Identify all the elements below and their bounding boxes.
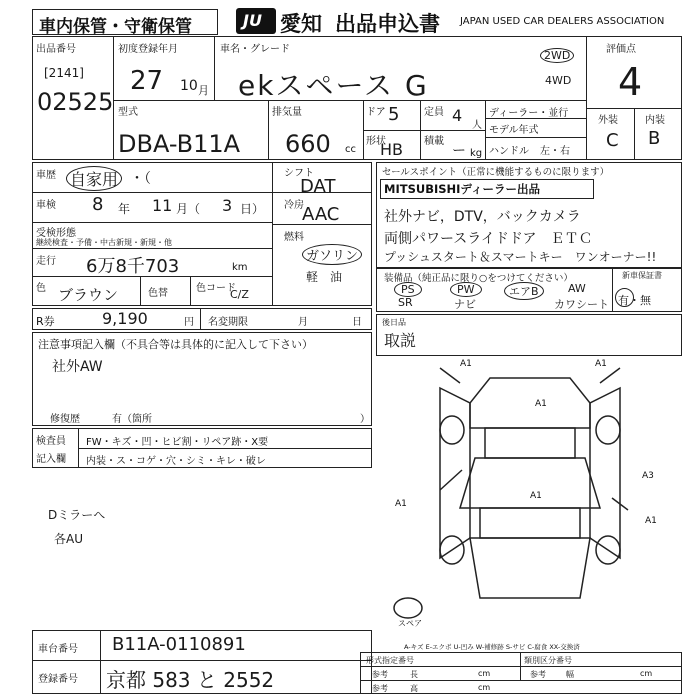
type-label: 型式: [118, 107, 138, 118]
lot-number: 02525: [37, 88, 114, 116]
mark-left-side: A1: [395, 499, 407, 509]
equip-sr: SR: [398, 296, 413, 309]
reg-year: 27: [130, 66, 164, 96]
shape-label: 形状: [366, 136, 386, 147]
chassis-label: 車台番号: [38, 644, 78, 655]
reg-label: 登録番号: [38, 674, 78, 685]
drive-2wd: 2WD: [540, 48, 574, 63]
ref-label-2: 参考: [530, 670, 546, 679]
displacement-label: 排気量: [272, 107, 302, 118]
insp-year: 8: [92, 194, 104, 215]
mitsubishi-banner: [380, 179, 594, 199]
km-unit: km: [232, 262, 248, 273]
ref-label-3: 参考: [372, 684, 388, 693]
ref-label-1: 参考: [372, 670, 388, 679]
notes-line-1: 社外AW: [52, 359, 103, 375]
type-value: DBA-B11A: [118, 130, 241, 158]
insp-month-unit: 月（: [176, 202, 201, 216]
r-ticket-amount: 9,190: [102, 309, 148, 328]
car-outline: [394, 368, 628, 618]
mark-hood: A1: [535, 399, 547, 409]
car-damage-diagram: [380, 358, 680, 630]
form-note-label: 形式指定番号: [366, 656, 414, 665]
mark-front-right: A1: [595, 359, 607, 369]
insp-month: 11: [152, 196, 173, 215]
r-ticket-label: R券: [36, 315, 55, 328]
drive-4wd: 4WD: [545, 74, 572, 87]
length-label: 長: [410, 670, 418, 679]
check-row-interior: 内装・ス・コゲ・穴・シミ・キレ・破レ: [86, 456, 266, 467]
equip-leather: カワシート: [554, 298, 609, 311]
entry-label: 記入欄: [36, 454, 66, 465]
name-change-day: 日: [352, 317, 362, 328]
sales-points-label: セールスポイント（正常に機能するものに限ります）: [382, 167, 610, 178]
length-cm: cm: [478, 669, 491, 678]
name-change-label: 名変期限: [208, 317, 248, 328]
sales-line-3: プッシュスタート＆スマートキー ワンオーナー!!: [384, 250, 657, 264]
fuel-alt: 軽 油: [306, 270, 343, 284]
equip-label-a: 装備品（純正品に限り: [384, 273, 480, 284]
post-equip-frame: [376, 314, 682, 356]
sales-line-2: 両側パワースライドドア ＥＴＣ: [384, 231, 593, 247]
rating-label: 評価点: [606, 44, 636, 55]
capacity-value: 4: [452, 106, 463, 125]
first-reg-label: 初度登録年月: [118, 44, 178, 55]
equip-airbag: エアB: [504, 282, 544, 300]
exterior-label: 外装: [598, 115, 618, 126]
insp-year-unit: 年: [118, 202, 131, 216]
r-ticket-row: [32, 308, 372, 330]
fuel-value: ガソリン: [302, 244, 362, 265]
history-label: 車歴: [36, 170, 56, 181]
persons-unit: 人: [472, 120, 482, 131]
equip-navi: ナビ: [454, 298, 476, 311]
mark-front-left: A1: [460, 359, 472, 369]
capacity-label: 定員: [424, 107, 444, 118]
spare-label: スペア: [398, 619, 422, 628]
reg-month: 10: [180, 78, 198, 94]
logo-text: JU: [243, 11, 262, 30]
model-name: ekスペース G: [238, 69, 429, 102]
reg-number: 京都 583 と 2552: [106, 668, 275, 692]
color-label: 色: [36, 283, 46, 294]
history-paren: ・（: [130, 171, 151, 187]
side-note-2: 各AU: [54, 532, 83, 546]
history-value: 自家用: [66, 166, 122, 191]
lot-code: [2141]: [44, 66, 84, 80]
handle-label: ハンドル: [489, 146, 529, 157]
model-year-label: モデル年式: [489, 125, 539, 136]
insp-day-unit: 日）: [240, 202, 265, 216]
rating-score: 4: [618, 60, 643, 104]
width-cm: cm: [640, 669, 653, 678]
cooling-label: 冷房: [284, 200, 304, 211]
damage-legend: A-キズ E-エクボ U-凹み W-補修跡 S-サビ C-腐食 XX-交換済: [404, 643, 580, 651]
color-code-label: 色コード: [196, 283, 236, 294]
equip-pw: PW: [450, 282, 482, 297]
post-equip-label: 後日品: [382, 318, 406, 327]
fuel-label: 燃料: [284, 232, 304, 243]
height-label: 高: [410, 684, 418, 693]
warranty-label: 新車保証書: [622, 271, 662, 280]
inspection-label: 車検: [36, 200, 56, 211]
side-note-1: Dミラーへ: [48, 508, 106, 522]
mileage-label: 走行: [36, 256, 56, 267]
reg-month-unit: 月: [198, 84, 209, 97]
handle-options: 左・右: [540, 146, 570, 157]
mitsubishi-label: MITSUBISHIディーラー出品: [384, 182, 540, 196]
lot-no-label: 出品番号: [36, 44, 76, 55]
repair-value: 有（箇所: [112, 414, 152, 425]
repair-label: 修復歴: [50, 414, 80, 425]
chassis-number: B11A-0110891: [112, 634, 246, 655]
warranty-options: 有・無: [618, 294, 651, 307]
mark-right-side: A3: [642, 471, 654, 481]
width-label: 幅: [566, 670, 574, 679]
interior-label: 内装: [645, 115, 665, 126]
inspector-label: 検査員: [36, 436, 66, 447]
org-name: 愛知: [280, 12, 322, 36]
repair-close: ）: [360, 414, 370, 425]
shape-value: HB: [380, 140, 404, 159]
exterior-grade: C: [606, 130, 619, 151]
dealer-label: ディーラー・並行: [489, 108, 569, 119]
cc-unit: cc: [345, 144, 356, 155]
equip-ps: PS: [394, 282, 422, 297]
check-row-exterior: FW・キズ・凹・ヒビ割・リペア跡・X要: [86, 437, 269, 448]
post-equip-value: 取説: [384, 331, 417, 350]
load-label: 積載: [424, 136, 444, 147]
receive-options: 継続検査・予備・中古新規・新規・他: [36, 238, 172, 247]
height-cm: cm: [478, 683, 491, 692]
cooling-value: AAC: [302, 204, 340, 225]
mileage-value: 6万8千703: [86, 256, 180, 277]
mark-roof: A1: [530, 491, 542, 501]
equip-grid: [384, 282, 610, 310]
ju-logo: [236, 8, 276, 34]
receive-label: 受検形態: [36, 228, 76, 239]
form-title: 出品申込書: [335, 12, 440, 36]
class-note-label: 類別区分番号: [524, 656, 572, 665]
displacement-value: 660: [285, 130, 331, 158]
org-english: JAPAN USED CAR DEALERS ASSOCIATION: [460, 16, 665, 27]
equip-aw: AW: [568, 282, 586, 295]
damage-marks: [395, 359, 657, 526]
storage-label: 車内保管・守衛保管: [39, 17, 192, 37]
yen-unit: 円: [184, 317, 194, 328]
warranty-circle-icon: [615, 288, 634, 307]
equip-label-b: をつけてください）: [487, 273, 573, 284]
name-change-month: 月: [298, 317, 308, 328]
equip-circle-icon: ○: [479, 273, 488, 284]
load-value: ー: [452, 143, 466, 159]
interior-grade: B: [648, 128, 661, 149]
shift-value: DAT: [300, 176, 336, 197]
shift-label: シフト: [284, 168, 314, 179]
mark-right-rear: A1: [645, 516, 657, 526]
storage-box: [32, 9, 218, 35]
insp-day: 3: [222, 196, 233, 215]
color-value: ブラウン: [58, 286, 119, 304]
sales-line-1: 社外ナビ，DTV，バックカメラ: [384, 209, 581, 225]
notes-title: 注意事項記入欄（不具合等は具体的に記入して下さい）: [38, 338, 313, 351]
doors-label: ドア: [366, 107, 386, 118]
doors-value: 5: [388, 104, 400, 125]
color-no-label: 色替: [148, 288, 168, 299]
color-code-value: C/Z: [230, 288, 249, 301]
model-grade-label: 車名・グレード: [220, 44, 290, 55]
kg-unit: kg: [470, 148, 483, 159]
